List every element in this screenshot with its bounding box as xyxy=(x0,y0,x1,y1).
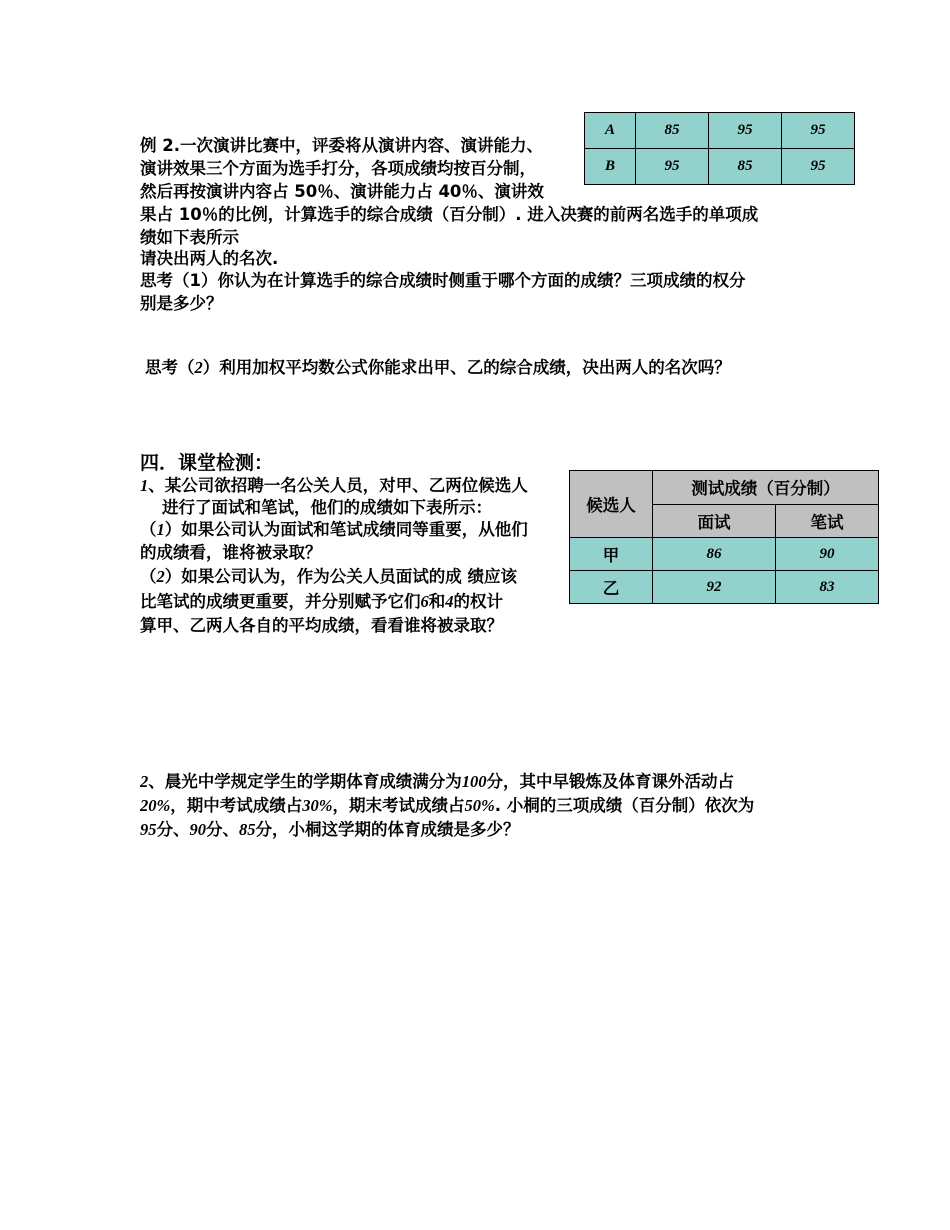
q1-line-6: 比笔试的成绩更重要，并分别赋予它们6和4的权计 xyxy=(140,592,503,611)
think1-line-1: 思考（1）你认为在计算选手的综合成绩时侧重于哪个方面的成绩？三项成绩的权分 xyxy=(140,271,746,290)
q1-line-4: 的成绩看，谁将被录取？ xyxy=(140,543,322,562)
q2-line-2: 20%，期中考试成绩占30%，期末考试成绩占50%. 小桐的三项成绩（百分制）依次为 xyxy=(140,796,755,815)
table-row xyxy=(585,113,855,149)
table-cell: 95 xyxy=(782,113,855,149)
section-title: 四．课堂检测： xyxy=(140,452,274,474)
header-written: 笔试 xyxy=(776,504,879,538)
table-cell: B xyxy=(585,149,636,185)
score-table-candidates xyxy=(569,470,879,604)
candidate-name: 乙 xyxy=(570,571,653,604)
table-cell: 95 xyxy=(636,149,709,185)
q1-line-2: 进行了面试和笔试，他们的成绩如下表所示： xyxy=(162,498,492,517)
header-candidate: 候选人 xyxy=(570,471,653,538)
example-line-4: 果占 10％的比例，计算选手的综合成绩（百分制）. 进入决赛的前两名选手的单项成 xyxy=(140,205,759,224)
think1-line-2: 别是多少？ xyxy=(140,294,223,313)
header-interview: 面试 xyxy=(653,504,776,538)
example-line-5: 绩如下表所示 xyxy=(140,228,239,247)
q1-line-3: （1）如果公司认为面试和笔试成绩同等重要，从他们 xyxy=(140,520,528,539)
table-row xyxy=(570,571,879,604)
q2-line-3: 95分、90分、85分，小桐这学期的体育成绩是多少？ xyxy=(140,820,520,839)
q1-line-7: 算甲、乙两人各自的平均成绩，看看谁将被录取？ xyxy=(140,616,503,635)
table-cell: 85 xyxy=(636,113,709,149)
candidate-name: 甲 xyxy=(570,538,653,571)
written-score: 83 xyxy=(776,571,879,604)
example-line-1: 例 2.一次演讲比赛中，评委将从演讲内容、演讲能力、 xyxy=(140,136,543,155)
interview-score: 92 xyxy=(653,571,776,604)
table-cell: 95 xyxy=(709,113,782,149)
table-cell: 95 xyxy=(782,149,855,185)
table-cell: 85 xyxy=(709,149,782,185)
example-line-2: 演讲效果三个方面为选手打分，各项成绩均按百分制， xyxy=(140,159,536,178)
table-row xyxy=(570,538,879,571)
score-table-finalists xyxy=(584,112,855,185)
q1-line-5: （2）如果公司认为，作为公关人员面试的成 绩应该 xyxy=(140,567,517,586)
example-line-3: 然后再按演讲内容占 50％、演讲能力占 40％、演讲效 xyxy=(140,182,544,201)
header-test-scores: 测试成绩（百分制） xyxy=(653,471,879,505)
table-row xyxy=(585,149,855,185)
written-score: 90 xyxy=(776,538,879,571)
interview-score: 86 xyxy=(653,538,776,571)
q2-line-1: 2、晨光中学规定学生的学期体育成绩满分为100分，其中早锻炼及体育课外活动占 xyxy=(140,772,734,791)
table-row xyxy=(570,471,879,505)
think2-line: 思考（2）利用加权平均数公式你能求出甲、乙的综合成绩，决出两人的名次吗？ xyxy=(145,358,731,377)
table-cell: A xyxy=(585,113,636,149)
q1-line-1: 1、某公司欲招聘一名公关人员，对甲、乙两位候选人 xyxy=(140,476,528,495)
example-line-6: 请决出两人的名次. xyxy=(140,249,279,268)
